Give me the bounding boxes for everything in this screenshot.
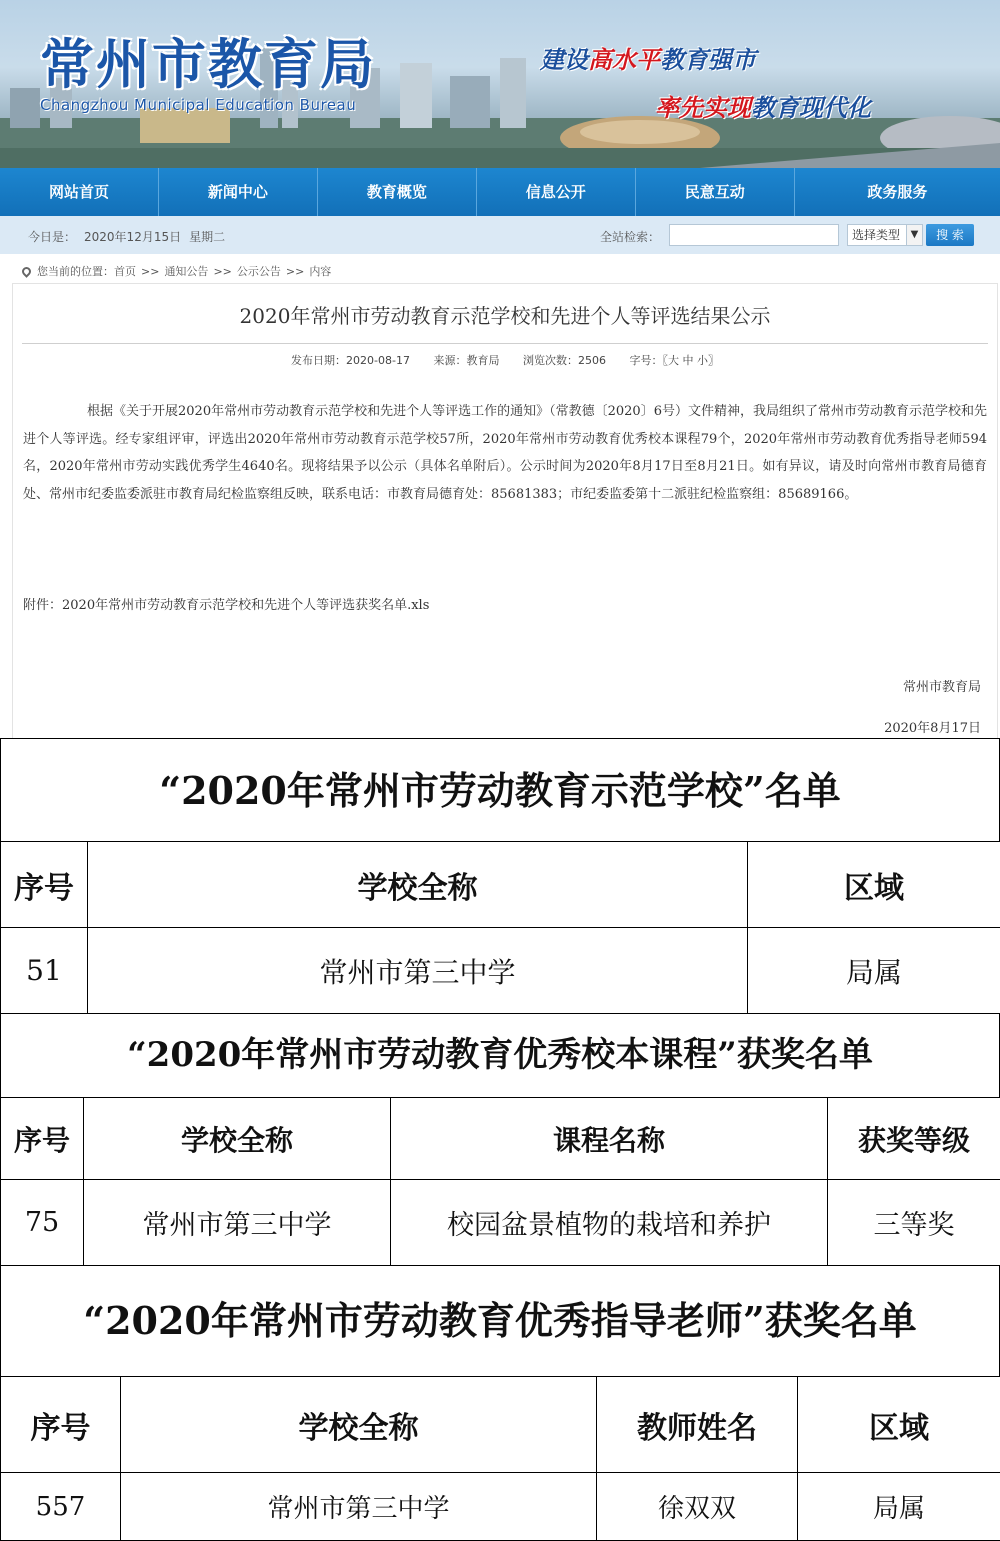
table-header-row xyxy=(1,1098,1000,1180)
article-sign-date: 2020年8月17日 xyxy=(884,717,981,736)
search-button[interactable]: 搜 索 xyxy=(926,224,974,246)
list3-title: “2020年常州市劳动教育优秀指导老师”获奖名单 xyxy=(0,1266,1000,1376)
table-cell: 557 xyxy=(1,1473,121,1541)
today-value: 2020年12月15日 xyxy=(84,230,181,244)
slogan2-post: 教育现代化 xyxy=(751,94,871,122)
search-label: 全站检索： xyxy=(600,228,660,245)
publish-date: 发布日期：2020-08-17 xyxy=(291,354,410,367)
article-source: 来源：教育局 xyxy=(433,354,499,367)
breadcrumb-sep: >> xyxy=(286,265,304,278)
nav-overview[interactable]: 教育概览 xyxy=(318,168,477,216)
site-banner xyxy=(0,0,1000,168)
slogan1-post: 教育强市 xyxy=(660,46,756,74)
table-header: 学校全称 xyxy=(88,842,748,928)
view-count: 浏览次数：2506 xyxy=(523,354,606,367)
slogan-line-1 xyxy=(540,40,756,75)
slogan1-red: 高水平 xyxy=(588,46,660,74)
nav-services[interactable]: 政务服务 xyxy=(795,168,1000,216)
search-type-select[interactable] xyxy=(847,224,923,246)
chevron-down-icon: ▼ xyxy=(906,225,922,245)
breadcrumb-announcements[interactable]: 公示公告 xyxy=(237,265,281,278)
article xyxy=(12,283,998,738)
table-cell: 三等奖 xyxy=(828,1180,1000,1266)
table-cell: 常州市第三中学 xyxy=(88,928,748,1014)
nav-home[interactable]: 网站首页 xyxy=(0,168,159,216)
table-header: 区域 xyxy=(748,842,1000,928)
table-cell: 常州市第三中学 xyxy=(121,1473,597,1541)
table-cell: 51 xyxy=(1,928,88,1014)
main-nav xyxy=(0,168,1000,216)
table-cell: 校园盆景植物的栽培和养护 xyxy=(391,1180,828,1266)
breadcrumb-prefix: 您当前的位置： xyxy=(37,265,114,278)
title-divider xyxy=(22,343,988,344)
breadcrumb-notices[interactable]: 通知公告 xyxy=(164,265,208,278)
nav-info-public[interactable]: 信息公开 xyxy=(477,168,636,216)
table-header: 序号 xyxy=(1,1098,84,1180)
breadcrumb-sep: >> xyxy=(141,265,159,278)
location-pin-icon xyxy=(20,265,33,278)
article-signature: 常州市教育局 xyxy=(903,676,981,695)
article-body: 根据《关于开展2020年常州市劳动教育示范学校和先进个人等评选工作的通知》（常教德〔2020〕6号）文件精神，我局组织了常州市劳动教育示范学校和先进个人等评选。经专家组评审，评选出2020年常州市劳动教育示范学校57所，2020年常州市劳动教育优秀校本课程79个，2020年常州市劳动教育优秀指导老师594名，2020年常州市劳动实践优秀学生4640名。现将结果予以公示（具体名单附后）。公示时间为2020年8月17日至8月21日。如有异议，请及时向常州市教育局德育处、常州市纪委监委派驻市教育局纪检监察组反映，联系电话：市教育局德育处：85681383；市纪委监委第十二派驻纪检监察组：85689166。 xyxy=(13,398,997,508)
attachment-link[interactable]: 附件：2020年常州市劳动教育示范学校和先进个人等评选获奖名单.xls xyxy=(23,594,429,613)
list3-table xyxy=(0,1376,1000,1541)
table-cell: 局属 xyxy=(798,1473,1000,1541)
table-header-row xyxy=(1,1377,1000,1473)
table-header: 教师姓名 xyxy=(597,1377,798,1473)
list1-title: “2020年常州市劳动教育示范学校”名单 xyxy=(0,738,1000,841)
slogan2-red: 率先实现 xyxy=(655,94,751,122)
breadcrumb-sep: >> xyxy=(213,265,231,278)
table-cell: 局属 xyxy=(748,928,1000,1014)
table-header-row xyxy=(1,842,1000,928)
weekday: 星期二 xyxy=(189,230,225,244)
table-header: 获奖等级 xyxy=(828,1098,1000,1180)
table-header: 序号 xyxy=(1,1377,121,1473)
search-type-value: 选择类型 xyxy=(852,228,900,242)
table-row xyxy=(1,1473,1000,1541)
table-cell: 75 xyxy=(1,1180,84,1266)
today-date xyxy=(28,228,233,245)
font-size-switch[interactable]: 字号：〖大 中 小〗 xyxy=(629,354,719,367)
table-cell: 徐双双 xyxy=(597,1473,798,1541)
breadcrumb-content: 内容 xyxy=(309,265,331,278)
today-label: 今日是： xyxy=(28,230,76,244)
table-row xyxy=(1,1180,1000,1266)
list2-title: “2020年常州市劳动教育优秀校本课程”获奖名单 xyxy=(0,1014,1000,1097)
slogan-line-2 xyxy=(655,88,871,123)
list2-table xyxy=(0,1097,1000,1266)
breadcrumb xyxy=(0,254,1000,284)
table-header: 区域 xyxy=(798,1377,1000,1473)
search-input[interactable] xyxy=(669,224,839,246)
result-tables xyxy=(0,738,1000,1541)
info-bar xyxy=(0,216,1000,254)
article-meta xyxy=(13,352,997,368)
table-header: 学校全称 xyxy=(84,1098,391,1180)
table-header: 学校全称 xyxy=(121,1377,597,1473)
list1-table xyxy=(0,841,1000,1014)
article-title: 2020年常州市劳动教育示范学校和先进个人等评选结果公示 xyxy=(13,300,997,329)
breadcrumb-home[interactable]: 首页 xyxy=(114,265,136,278)
nav-news[interactable]: 新闻中心 xyxy=(159,168,318,216)
slogan1-pre: 建设 xyxy=(540,46,588,74)
logo-chinese[interactable]: 常州市教育局 xyxy=(40,22,376,99)
table-cell: 常州市第三中学 xyxy=(84,1180,391,1266)
table-header: 序号 xyxy=(1,842,88,928)
table-header: 课程名称 xyxy=(391,1098,828,1180)
nav-interaction[interactable]: 民意互动 xyxy=(636,168,795,216)
logo-english: Changzhou Municipal Education Bureau xyxy=(40,96,356,114)
table-row xyxy=(1,928,1000,1014)
